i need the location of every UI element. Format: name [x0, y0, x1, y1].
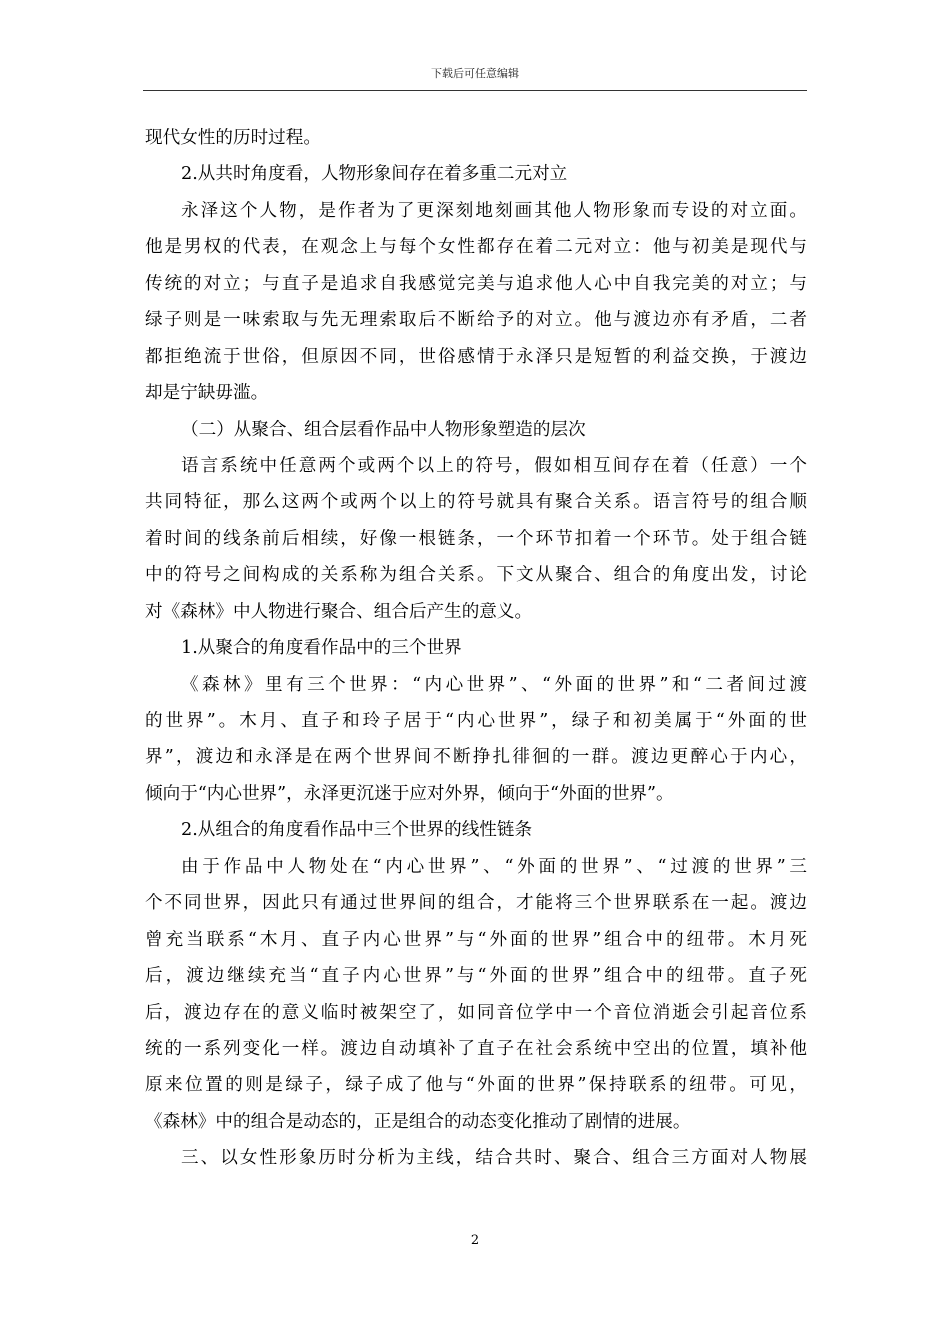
- text-line: 后，渡边继续充当“直子内心世界”与“外面的世界”组合中的纽带。直子死: [145, 966, 807, 987]
- text-line: 共同特征，那么这两个或两个以上的符号就具有聚合关系。语言符号的组合顺: [145, 492, 807, 513]
- text-line: 中的符号之间构成的关系称为组合关系。下文从聚合、组合的角度出发，讨论: [145, 565, 807, 586]
- text-line: 原来位置的则是绿子，绿子成了他与“外面的世界”保持联系的纽带。可见，: [145, 1075, 807, 1096]
- text-line: 统的一系列变化一样。渡边自动填补了直子在社会系统中空出的位置，填补他: [145, 1038, 807, 1059]
- page-number: 2: [470, 1233, 480, 1248]
- text-line: 他是男权的代表，在观念上与每个女性都存在着二元对立：他与初美是现代与: [145, 237, 807, 258]
- text-line: 《森林》中的组合是动态的，正是组合的动态变化推动了剧情的进展。: [145, 1111, 691, 1132]
- text-line: 界”，渡边和永泽是在两个世界间不断挣扎徘徊的一群。渡边更醉心于内心，: [145, 747, 807, 768]
- text-line: （二）从聚合、组合层看作品中人物形象塑造的层次: [181, 419, 586, 440]
- text-line: 由于作品中人物处在“内心世界”、“外面的世界”、“过渡的世界”三: [181, 856, 807, 877]
- text-line: 个不同世界，因此只有通过世界间的组合，才能将三个世界联系在一起。渡边: [145, 893, 807, 914]
- text-line: 现代女性的历时过程。: [145, 128, 321, 148]
- text-line: 传统的对立；与直子是追求自我感觉完美与追求他人心中自我完美的对立；与: [145, 273, 807, 294]
- text-line: 2.从共时角度看，人物形象间存在着多重二元对立: [181, 164, 568, 185]
- text-line: 后，渡边存在的意义临时被架空了，如同音位学中一个音位消逝会引起音位系: [145, 1002, 807, 1023]
- text-line: 绿子则是一味索取与先无理索取后不断给予的对立。他与渡边亦有矛盾，二者: [145, 310, 807, 331]
- text-line: 都拒绝流于世俗，但原因不同，世俗感情于永泽只是短暂的利益交换，于渡边: [145, 346, 807, 367]
- text-line: 《森林》里有三个世界：“内心世界”、“外面的世界”和“二者间过渡: [181, 674, 807, 695]
- text-line: 三、以女性形象历时分析为主线，结合共时、聚合、组合三方面对人物展: [181, 1148, 807, 1169]
- text-line: 1.从聚合的角度看作品中的三个世界: [181, 638, 462, 659]
- text-line: 的世界”。木月、直子和玲子居于“内心世界”，绿子和初美属于“外面的世: [145, 711, 807, 731]
- text-line: 却是宁缺毋滥。: [145, 383, 269, 404]
- text-line: 永泽这个人物，是作者为了更深刻地刻画其他人物形象而专设的对立面。: [181, 200, 807, 221]
- text-line: 倾向于“内心世界”，永泽更沉迷于应对外界，倾向于“外面的世界”。: [145, 783, 674, 804]
- document-body: [145, 120, 807, 1177]
- text-line: 语言系统中任意两个或两个以上的符号，假如相互间存在着（任意）一个: [181, 455, 807, 476]
- page-header: 下载后可任意编辑: [431, 67, 519, 80]
- header-rule: [143, 90, 807, 91]
- text-line: 着时间的线条前后相续，好像一根链条，一个环节扣着一个环节。处于组合链: [145, 528, 807, 549]
- text-line: 2.从组合的角度看作品中三个世界的线性链条: [181, 820, 533, 841]
- text-line: 曾充当联系“木月、直子内心世界”与“外面的世界”组合中的纽带。木月死: [145, 929, 807, 950]
- text-line: 对《森林》中人物进行聚合、组合后产生的意义。: [145, 601, 533, 622]
